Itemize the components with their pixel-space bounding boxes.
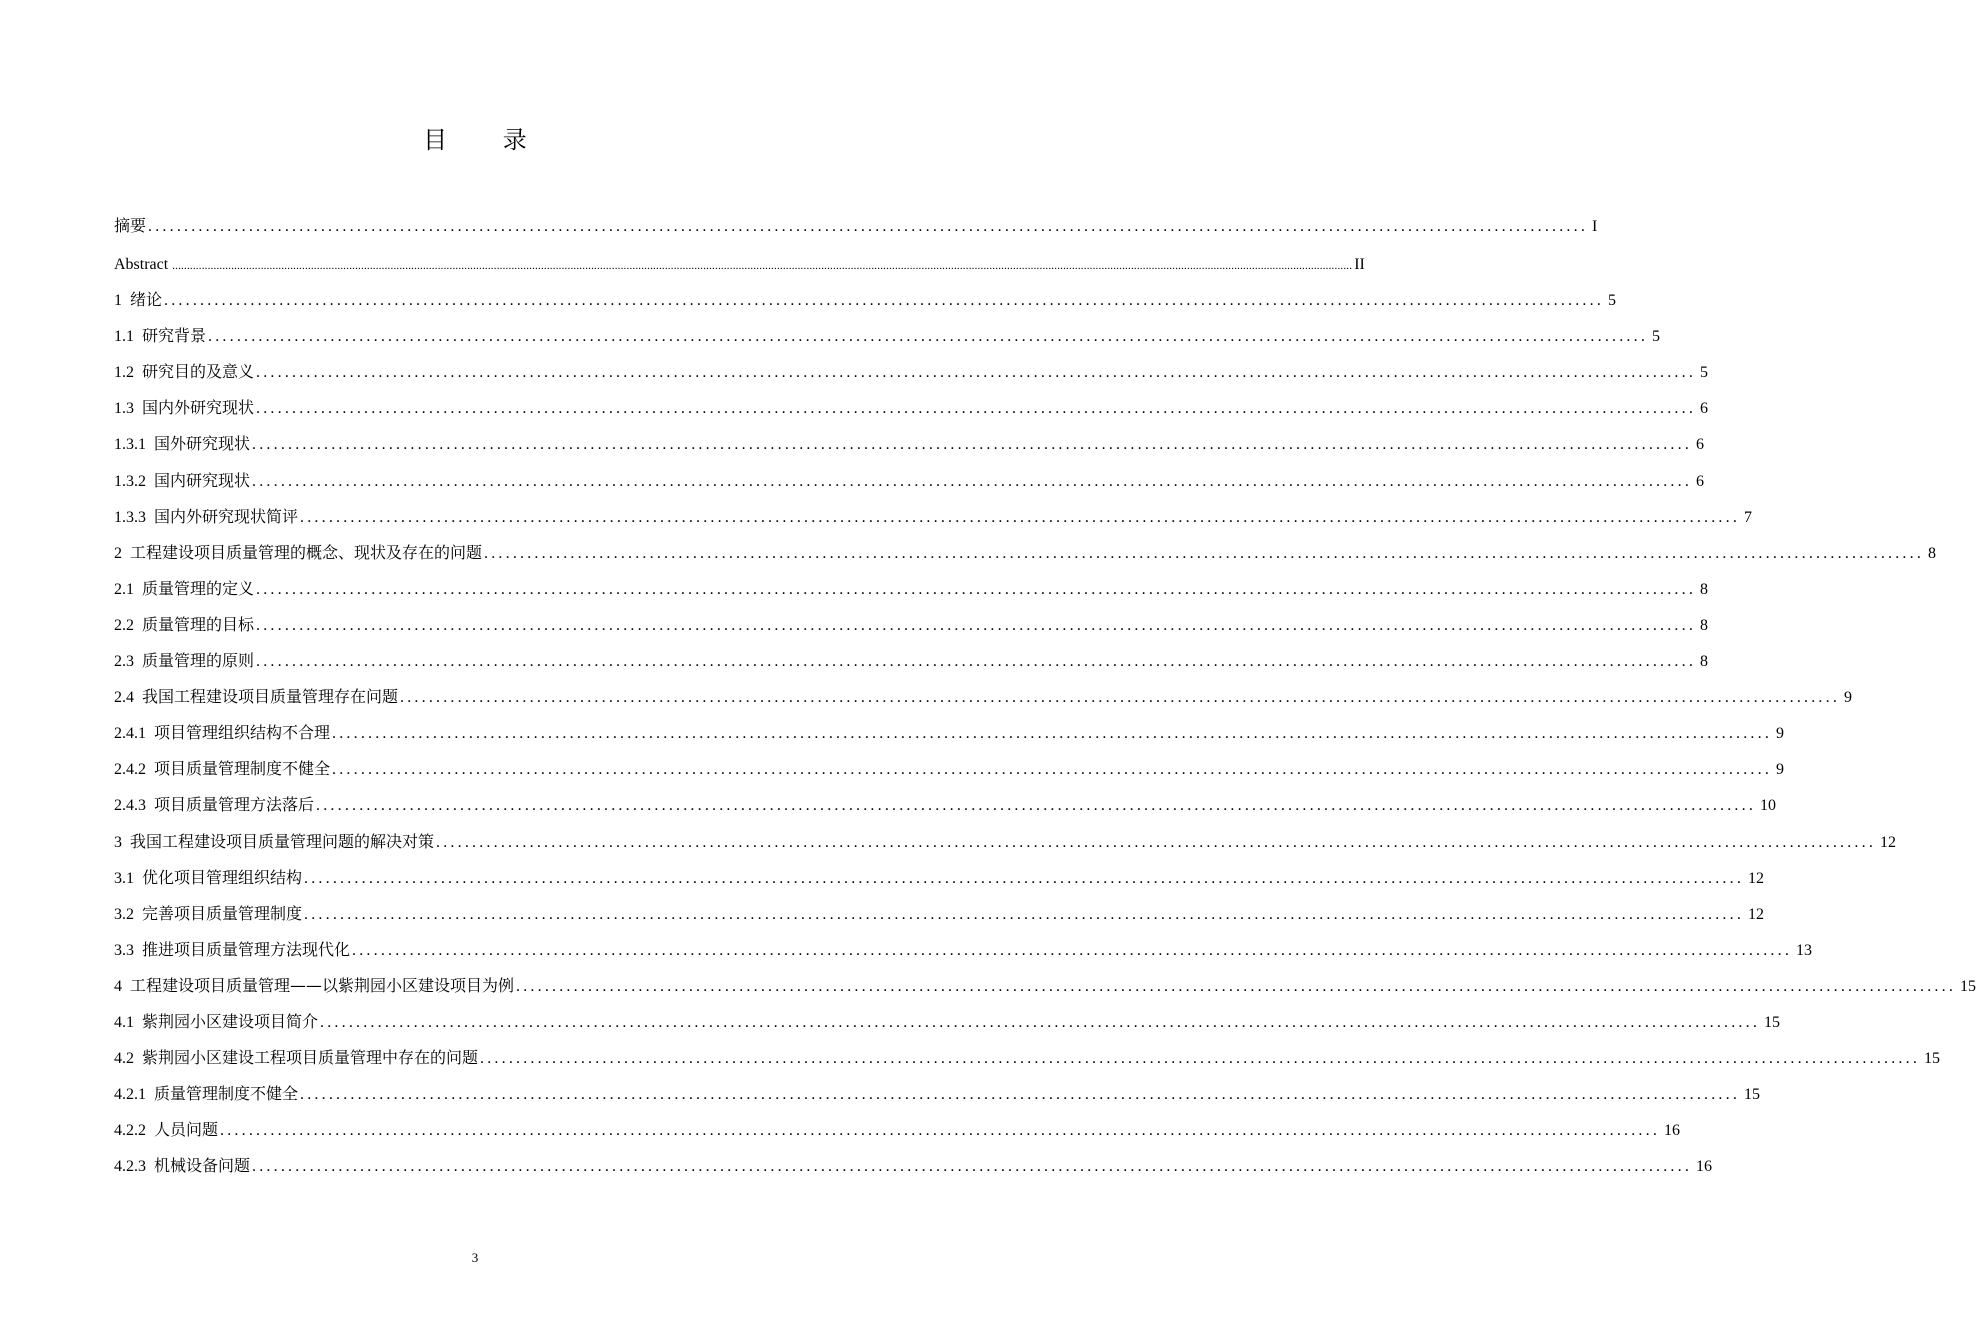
- toc-entry[interactable]: [114, 535, 1937, 571]
- toc-entry-label: [114, 932, 350, 969]
- toc-entry[interactable]: [114, 1076, 1761, 1112]
- toc-entry-page: 8: [1700, 580, 1709, 598]
- toc-entry-label: [114, 426, 250, 463]
- toc-leader-dots: ........................................................................................................................................................................................................: [256, 364, 1697, 382]
- toc-entry-page: 5: [1652, 328, 1661, 346]
- toc-entry[interactable]: [114, 787, 1777, 823]
- toc-entry-title: 工程建设项目质量管理——以紫荆园小区建设项目为例: [130, 975, 515, 995]
- toc-entry-label: [114, 206, 146, 246]
- toc-entry-page: 6: [1700, 400, 1709, 418]
- toc-entry-page: 5: [1700, 364, 1709, 382]
- toc-entry-page: 15: [1744, 1086, 1761, 1104]
- toc-entry-label: [114, 463, 250, 500]
- toc-entry[interactable]: [114, 896, 1765, 932]
- toc-leader-dots: ................................................................................................................................................................................................................................................................................................................................................................................................................: [172, 260, 1353, 272]
- toc-entry-page: 9: [1776, 725, 1785, 743]
- toc-entry-label: [114, 787, 314, 824]
- toc-leader-dots: ........................................................................................................................................................................................................: [484, 544, 1925, 562]
- toc-entry[interactable]: [114, 715, 1785, 751]
- toc-entry-number: 3.1: [114, 869, 134, 887]
- toc-entry-title: 国内研究现状: [154, 470, 251, 490]
- toc-entry-number: 4.2: [114, 1050, 134, 1068]
- table-of-contents: [114, 206, 1976, 1184]
- toc-entry-number: 2.4.2: [114, 761, 146, 779]
- toc-entry-title: 研究目的及意义: [142, 362, 255, 382]
- toc-entry-page: II: [1354, 256, 1365, 273]
- toc-entry-number: 2.4.3: [114, 797, 146, 815]
- toc-entry[interactable]: [114, 390, 1709, 426]
- toc-entry-number: 2.2: [114, 616, 134, 634]
- toc-entry-number: 3.3: [114, 941, 134, 959]
- toc-entry-label: [114, 751, 330, 788]
- toc-entry-page: 8: [1928, 544, 1937, 562]
- toc-leader-dots: ........................................................................................................................................................................................................: [332, 725, 1773, 743]
- toc-entry[interactable]: [114, 968, 1976, 1004]
- toc-entry-label: [114, 354, 254, 391]
- toc-leader-dots: ........................................................................................................................................................................................................: [304, 869, 1745, 887]
- toc-entry[interactable]: [114, 679, 1853, 715]
- toc-leader-dots: ........................................................................................................................................................................................................: [480, 1050, 1921, 1068]
- toc-entry-title: 人员问题: [154, 1120, 219, 1140]
- toc-entry-page: 10: [1760, 797, 1777, 815]
- toc-entry[interactable]: [114, 824, 1897, 860]
- toc-entry-page: 16: [1696, 1158, 1713, 1176]
- toc-entry-page: 15: [1960, 977, 1976, 995]
- toc-leader-dots: ........................................................................................................................................................................................................: [208, 328, 1649, 346]
- toc-entry-number: 4.2.3: [114, 1158, 146, 1176]
- toc-entry[interactable]: [114, 751, 1785, 787]
- toc-entry-label: [114, 282, 162, 319]
- toc-entry-label: [114, 499, 298, 536]
- toc-entry-title: 我国工程建设项目质量管理问题的解决对策: [130, 831, 435, 851]
- toc-entry-page: 16: [1664, 1122, 1681, 1140]
- toc-entry-page: 9: [1844, 689, 1853, 707]
- toc-entry-number: 3: [114, 833, 122, 851]
- toc-entry-number: 4: [114, 977, 122, 995]
- toc-entry[interactable]: [114, 860, 1765, 896]
- toc-entry-number: 1.1: [114, 328, 134, 346]
- toc-entry-label: [114, 571, 254, 608]
- toc-entry-number: 4.2.2: [114, 1122, 146, 1140]
- toc-entry-label: [114, 535, 482, 572]
- toc-entry-label: [114, 679, 398, 716]
- toc-entry-title: 紫荆园小区建设项目简介: [142, 1011, 319, 1031]
- toc-entry-title: 推进项目质量管理方法现代化: [142, 939, 351, 959]
- toc-entry-title: 绪论: [130, 290, 163, 310]
- toc-leader-dots: ........................................................................................................................................................................................................: [304, 905, 1745, 923]
- toc-entry-page: 6: [1696, 472, 1705, 490]
- toc-entry-title: 我国工程建设项目质量管理存在问题: [142, 687, 399, 707]
- toc-entry-page: 15: [1764, 1013, 1781, 1031]
- toc-leader-dots: ........................................................................................................................................................................................................: [252, 472, 1693, 490]
- toc-entry-title: 机械设备问题: [154, 1156, 251, 1176]
- toc-entry-label: [114, 318, 206, 355]
- toc-leader-dots: ........................................................................................................................................................................................................: [256, 580, 1697, 598]
- toc-entry[interactable]: [114, 932, 1813, 968]
- toc-leader-dots: ........................................................................................................................................................................................................: [164, 292, 1605, 310]
- toc-entry[interactable]: [114, 1040, 1941, 1076]
- toc-entry-label: [114, 715, 330, 752]
- toc-entry-page: 12: [1748, 869, 1765, 887]
- toc-entry-title: Abstract: [114, 256, 169, 273]
- toc-entry-title: 项目质量管理方法落后: [154, 795, 315, 815]
- toc-entry-title: 质量管理的原则: [142, 651, 255, 671]
- toc-entry-title: 项目管理组织结构不合理: [154, 723, 331, 743]
- toc-leader-dots: ........................................................................................................................................................................................................: [352, 941, 1793, 959]
- toc-entry-title: 紫荆园小区建设工程项目质量管理中存在的问题: [142, 1048, 479, 1068]
- toc-leader-dots: ........................................................................................................................................................................................................: [436, 833, 1877, 851]
- toc-entry[interactable]: [114, 1112, 1681, 1148]
- toc-entry-label: [114, 860, 302, 897]
- toc-entry-page: 7: [1744, 508, 1753, 526]
- toc-leader-dots: ........................................................................................................................................................................................................: [332, 761, 1773, 779]
- toc-entry-number: 2.3: [114, 653, 134, 671]
- page-title: 目 录: [423, 126, 551, 154]
- toc-entry-page: 6: [1696, 436, 1705, 454]
- toc-leader-dots: ........................................................................................................................................................................................................: [300, 1086, 1741, 1104]
- toc-entry-label: [114, 1076, 298, 1113]
- toc-entry-page: 15: [1924, 1050, 1941, 1068]
- toc-entry-title: 工程建设项目质量管理的概念、现状及存在的问题: [130, 542, 483, 562]
- toc-entry[interactable]: [114, 318, 1661, 354]
- toc-entry-label: [114, 1040, 478, 1077]
- toc-entry-page: 12: [1748, 905, 1765, 923]
- toc-leader-dots: ........................................................................................................................................................................................................: [256, 400, 1697, 418]
- toc-leader-dots: ........................................................................................................................................................................................................: [300, 508, 1741, 526]
- toc-entry-number: 1.3.2: [114, 472, 146, 490]
- toc-entry[interactable]: [114, 643, 1709, 679]
- toc-entry-number: 2.4.1: [114, 725, 146, 743]
- toc-entry-title: 质量管理制度不健全: [154, 1084, 299, 1104]
- toc-entry[interactable]: [114, 1004, 1781, 1040]
- toc-entry-number: 4.2.1: [114, 1086, 146, 1104]
- toc-leader-dots: ........................................................................................................................................................................................................: [320, 1013, 1761, 1031]
- toc-leader-dots: ........................................................................................................................................................................................................: [252, 436, 1693, 454]
- toc-leader-dots: ........................................................................................................................................................................................................: [316, 797, 1757, 815]
- toc-entry[interactable]: [114, 463, 1705, 499]
- toc-entry-title: 优化项目管理组织结构: [142, 867, 303, 887]
- toc-entry-number: 2.4: [114, 689, 134, 707]
- toc-entry-number: 3.2: [114, 905, 134, 923]
- toc-entry[interactable]: [114, 282, 1617, 318]
- toc-entry[interactable]: [114, 246, 1365, 282]
- toc-entry-page: 12: [1880, 833, 1897, 851]
- toc-entry-number: 4.1: [114, 1013, 134, 1031]
- toc-entry-title: 国内外研究现状简评: [154, 506, 299, 526]
- toc-entry-page: 9: [1776, 761, 1785, 779]
- page-number: 3: [471, 1250, 479, 1265]
- toc-entry-title: 国外研究现状: [154, 434, 251, 454]
- toc-entry[interactable]: [114, 426, 1705, 462]
- toc-leader-dots: ........................................................................................................................................................................................................: [220, 1122, 1661, 1140]
- toc-leader-dots: ........................................................................................................................................................................................................: [148, 218, 1589, 235]
- toc-entry[interactable]: [114, 607, 1709, 643]
- toc-entry-number: 1.3.3: [114, 508, 146, 526]
- toc-entry-number: 1: [114, 292, 122, 310]
- toc-entry-title: 质量管理的定义: [142, 578, 255, 598]
- toc-entry[interactable]: [114, 354, 1709, 390]
- toc-entry-number: 1.3.1: [114, 436, 146, 454]
- toc-entry-number: 1.2: [114, 364, 134, 382]
- toc-entry[interactable]: [114, 206, 1598, 246]
- toc-entry[interactable]: [114, 499, 1753, 535]
- toc-leader-dots: ........................................................................................................................................................................................................: [516, 977, 1957, 995]
- toc-entry-number: 2: [114, 544, 122, 562]
- toc-entry-page: 8: [1700, 616, 1709, 634]
- toc-entry-page: 8: [1700, 653, 1709, 671]
- toc-entry-label: [114, 246, 168, 283]
- toc-leader-dots: ........................................................................................................................................................................................................: [256, 616, 1697, 634]
- toc-entry[interactable]: [114, 571, 1709, 607]
- toc-entry-page: I: [1592, 218, 1598, 235]
- toc-entry-number: 1.3: [114, 400, 134, 418]
- toc-entry-label: [114, 824, 434, 861]
- toc-entry-title: 摘要: [114, 216, 147, 235]
- toc-entry-title: 完善项目质量管理制度: [142, 903, 303, 923]
- toc-entry-label: [114, 968, 514, 1005]
- toc-entry-label: [114, 1148, 250, 1185]
- toc-entry-label: [114, 1004, 318, 1041]
- toc-entry-title: 研究背景: [142, 326, 207, 346]
- toc-entry-title: 国内外研究现状: [142, 398, 255, 418]
- toc-entry-label: [114, 1112, 218, 1149]
- toc-entry-page: 5: [1608, 292, 1617, 310]
- toc-entry-number: 2.1: [114, 580, 134, 598]
- toc-entry-label: [114, 390, 254, 427]
- toc-entry-title: 项目质量管理制度不健全: [154, 759, 331, 779]
- toc-entry-page: 13: [1796, 941, 1813, 959]
- toc-leader-dots: ........................................................................................................................................................................................................: [256, 653, 1697, 671]
- toc-leader-dots: ........................................................................................................................................................................................................: [252, 1158, 1693, 1176]
- toc-entry[interactable]: [114, 1148, 1713, 1184]
- toc-leader-dots: ........................................................................................................................................................................................................: [400, 689, 1841, 707]
- toc-entry-title: 质量管理的目标: [142, 614, 255, 634]
- toc-entry-label: [114, 607, 254, 644]
- toc-entry-label: [114, 896, 302, 933]
- toc-entry-label: [114, 643, 254, 680]
